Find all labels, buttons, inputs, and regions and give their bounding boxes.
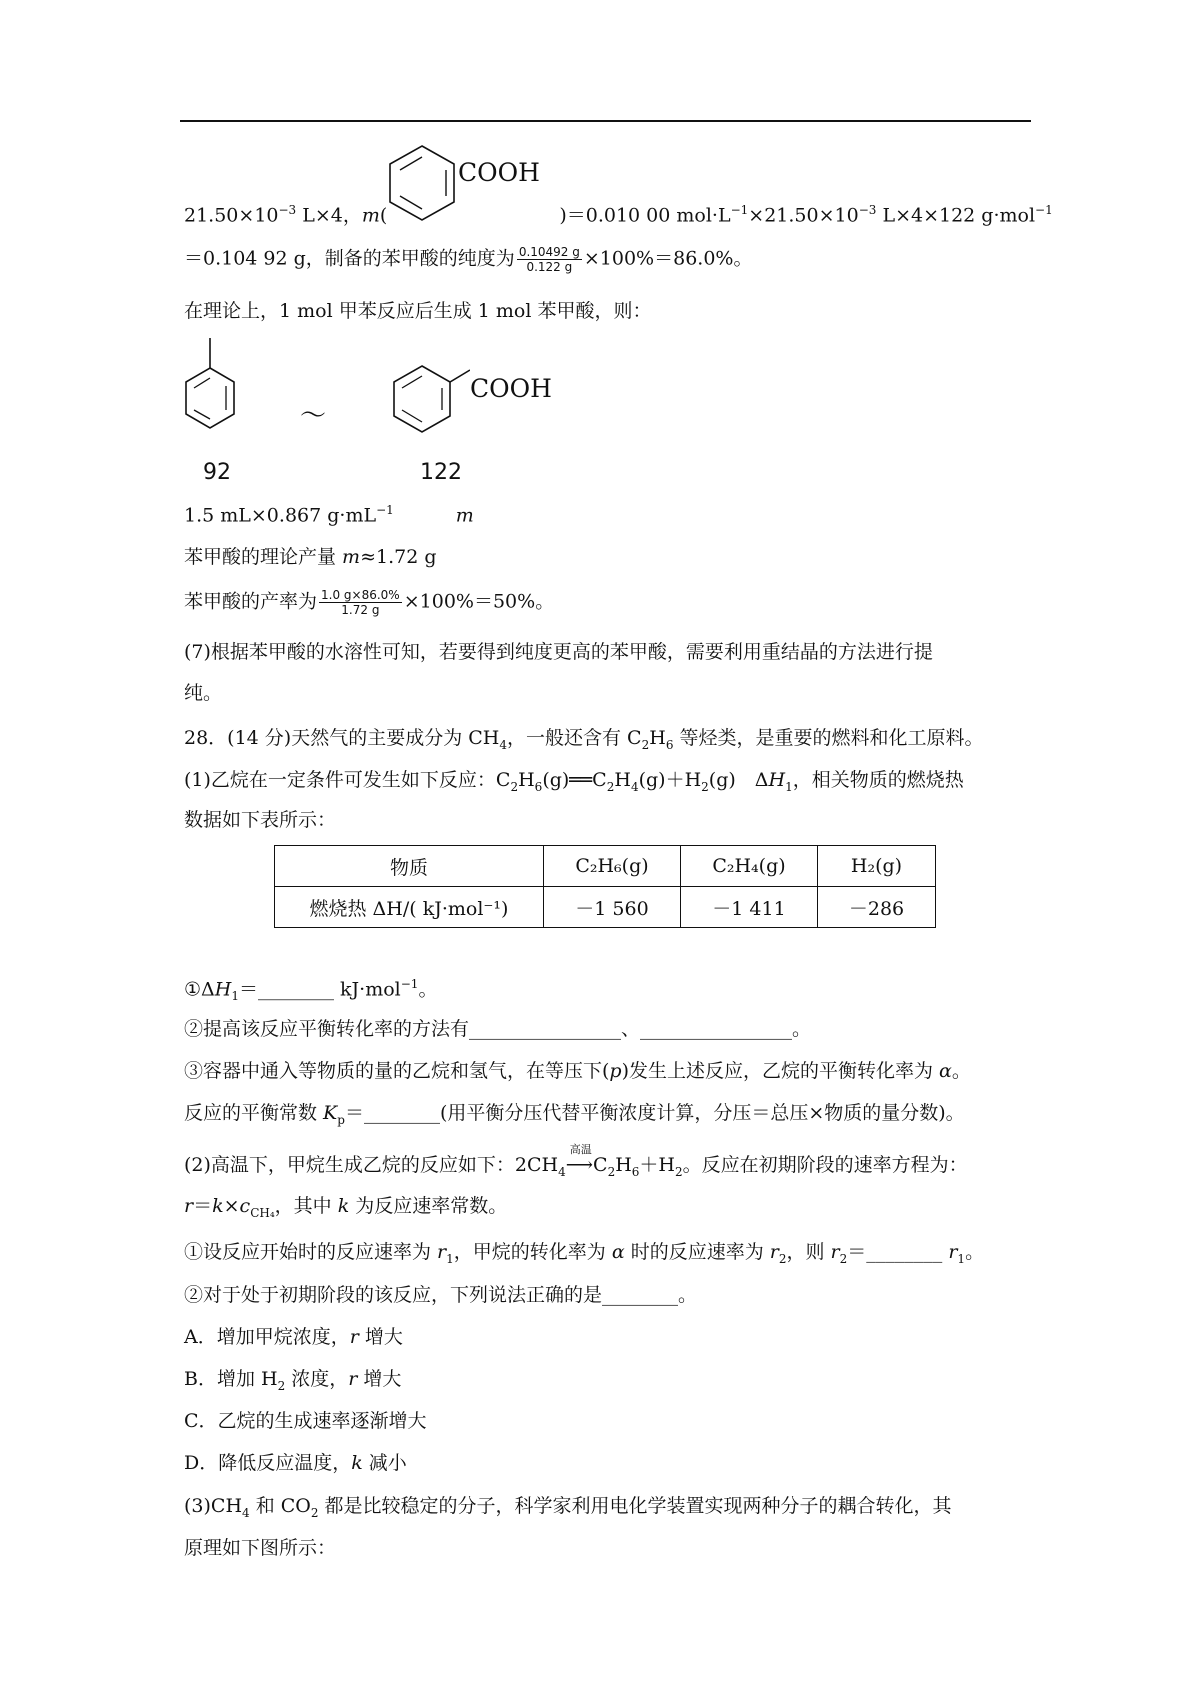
table-header-row <box>275 846 936 887</box>
q28-sub4: 反应的平衡常数 $K_p=\_\_\_\_\_\_\_\_$(用平衡分压代替平衡浓度计算，分压＝总压×物质的量分数)。 <box>184 1102 965 1127</box>
table-cell: －1 560 <box>544 887 681 928</box>
q28-part3-line2: 原理如下图所示： <box>184 1537 337 1559</box>
q28-part1-line2: 数据如下表所示： <box>184 809 337 831</box>
q28-sub3: ③容器中通入等物质的量的乙烷和氢气，在等压下(p)发生上述反应，乙烷的平衡转化率为 α。 <box>184 1060 971 1082</box>
cooh-label-2: COOH <box>470 374 552 403</box>
purity-fraction: $\frac{0.10492 g}{0.122 g}$ <box>518 245 580 274</box>
option-d: D．降低反应温度，k 减小 <box>184 1452 407 1474</box>
table-row <box>275 887 936 928</box>
option-b: B．增加 $H_2$ 浓度，r 增大 <box>184 1368 402 1393</box>
calc-line-5: 苯甲酸的理论产量 m≈1.72 g <box>184 546 437 568</box>
calc-line-6: 苯甲酸的产率为 $\frac{1.0 g\times 86.0\%}{1.72 g}$ ×100%＝50%。 <box>184 588 555 617</box>
calc-line-8: 纯。 <box>184 682 223 704</box>
header-rule <box>180 120 1031 122</box>
q28-title: 28．(14 分)天然气的主要成分为 $CH_4$，一般还含有 $C_2H_6$ 等烃类，是重要的燃料和化工原料。 <box>184 727 984 752</box>
q28-sub1: $①\Delta H_1=\_\_\_\_\_\_\_\_$ kJ·mol$^{-1}$。 <box>184 977 438 1004</box>
q28-part2-sub2: ②对于处于初期阶段的该反应，下列说法正确的是________。 <box>184 1284 698 1306</box>
q28-part2-sub1: ①设反应开始时的反应速率为 $r_1$，甲烷的转化率为 α 时的反应速率为 $r_2$，则 $r_2=\_\_\_\_\_\_\_\_$ $r_1$。 <box>184 1241 985 1266</box>
table-row-label: 燃烧热 ΔH/( kJ·mol⁻¹) <box>275 887 544 928</box>
tilde-symbol: ～ <box>300 401 327 431</box>
q28-part2-line1: (2)高温下，甲烷生成乙烷的反应如下：$2CH_4$ 高温 $⟶C_2H_6+H_2$。反应在初期阶段的速率方程为： <box>184 1143 968 1179</box>
benzoic-acid-molar-mass: 122 <box>420 460 462 485</box>
table-cell: －286 <box>818 887 936 928</box>
table-header-cell: C₂H₄(g) <box>681 846 818 887</box>
calc-line-2: ＝0.104 92 g，制备的苯甲酸的纯度为 $\frac{0.10492 g}{0.122 g}$ ×100%＝86.0%。 <box>184 245 753 274</box>
q28-sub2: ②提高该反应平衡转化率的方法有________________、________________。 <box>184 1018 812 1040</box>
table-header-cell: H₂(g) <box>818 846 936 887</box>
calc-line-1: $21.50\times 10^{-3}$ L×4，m( )＝0.010 00 $mol\cdot L^{-1}\times 21.50\times 10^{-3}$ L×4×122 g·mol$^{-1}$ <box>184 203 1053 227</box>
q28-part3-line1: $(3)CH_4$ 和 $CO_2$ 都是比较稳定的分子，科学家利用电化学装置实现两种分子的耦合转化，其 <box>184 1495 952 1520</box>
table-header-cell: C₂H₆(g) <box>544 846 681 887</box>
table-cell: －1 411 <box>681 887 818 928</box>
cooh-label-1: COOH <box>458 158 540 187</box>
yield-fraction: $\frac{1.0 g\times 86.0\%}{1.72 g}$ <box>321 588 400 617</box>
toluene-structure <box>184 338 254 458</box>
q28-part1-line1: (1)乙烷在一定条件可发生如下反应：$C_2H_6(g)══C_2H_4(g)+H_2(g)$ $\Delta H_1$，相关物质的燃烧热 <box>184 769 964 794</box>
toluene-molar-mass: 92 <box>203 460 231 485</box>
option-c: C．乙烷的生成速率逐渐增大 <box>184 1410 427 1432</box>
reaction-arrow: 高温 ⟶ <box>565 1143 594 1176</box>
benzoic-acid-structure-2 <box>390 360 470 450</box>
calc-line-7: (7)根据苯甲酸的水溶性可知，若要得到纯度更高的苯甲酸，需要利用重结晶的方法进行提 <box>184 641 933 663</box>
option-a: A．增加甲烷浓度，r 增大 <box>184 1326 403 1348</box>
calc-line-3: 在理论上，1 mol 甲苯反应后生成 1 mol 苯甲酸，则： <box>184 300 652 322</box>
calc-line-4: 1.5 mL×0.867 $g\cdot mL^{-1}$ m <box>184 503 474 527</box>
table-header-cell: 物质 <box>275 846 544 887</box>
q28-part2-line2: $r=k\times c_{CH_4}$，其中 k 为反应速率常数。 <box>184 1195 508 1220</box>
combustion-heat-table <box>274 845 936 928</box>
